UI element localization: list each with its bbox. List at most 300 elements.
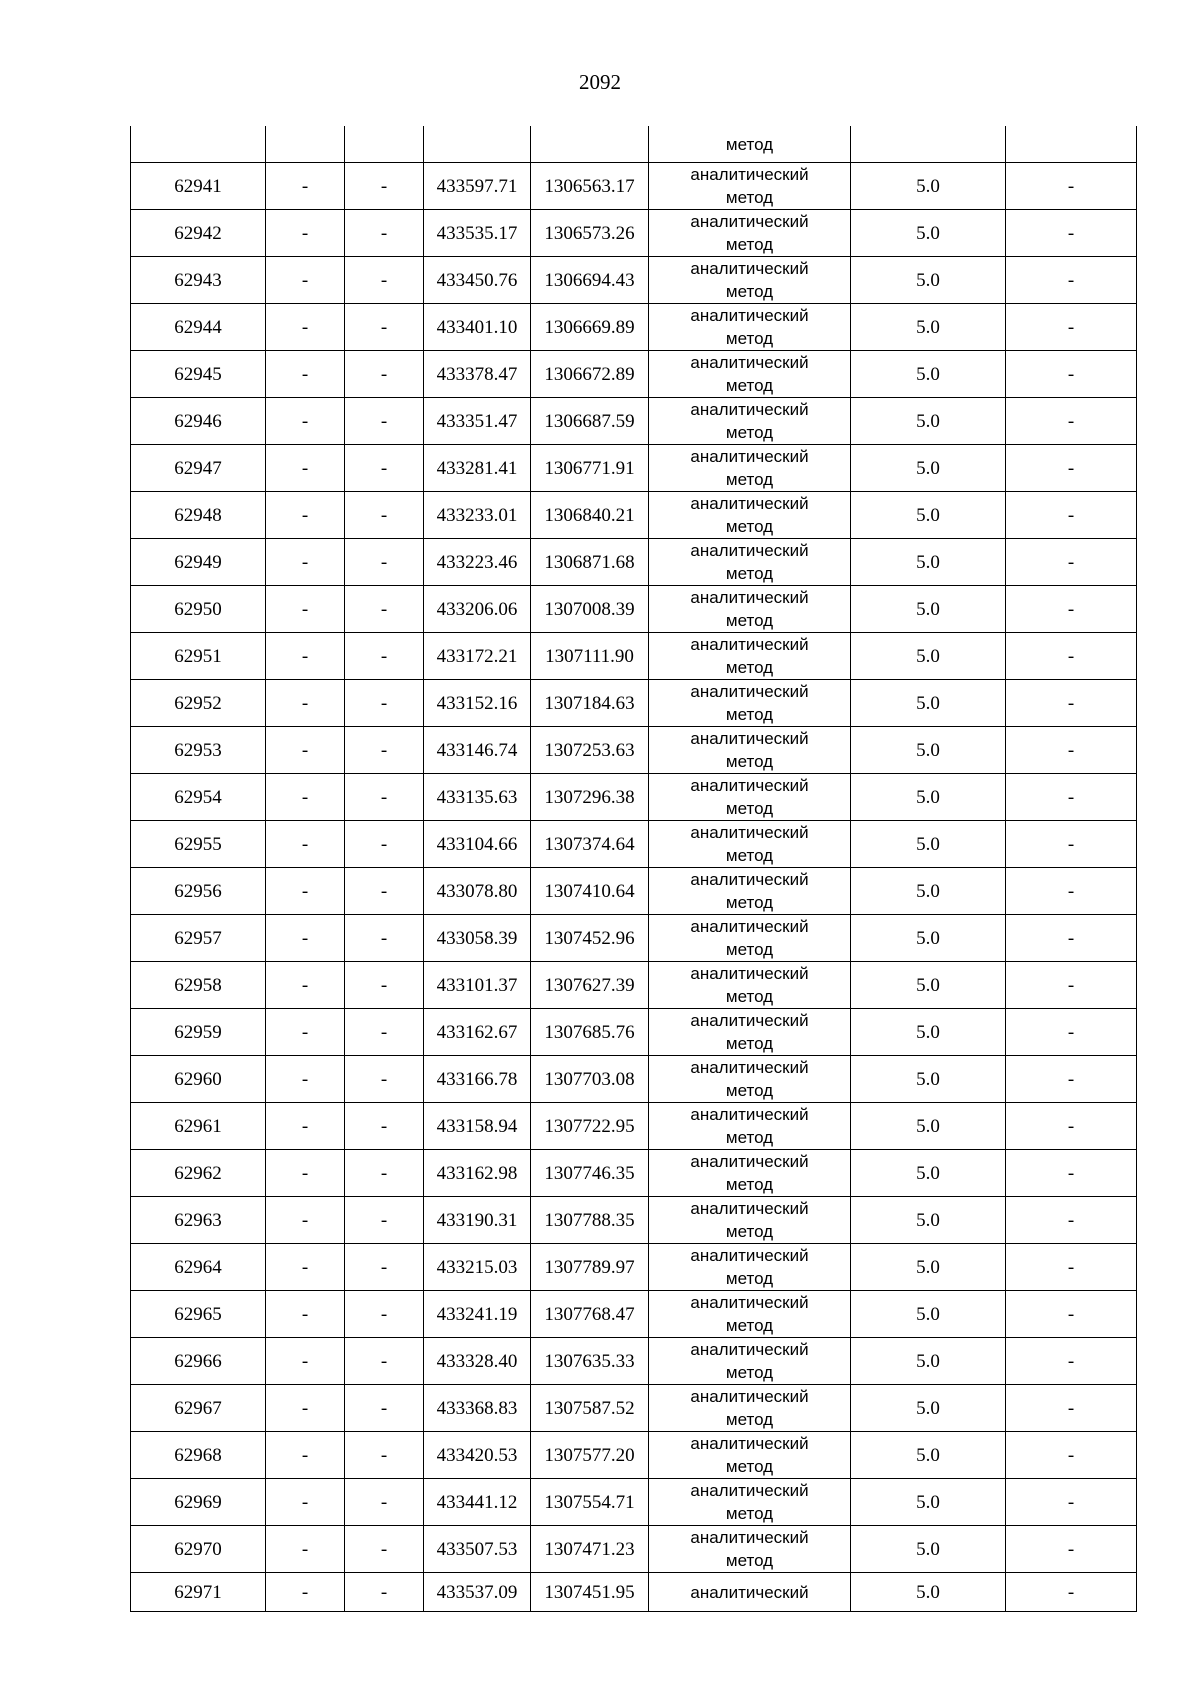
cell-x: 433441.12 bbox=[424, 1479, 531, 1526]
cell-note: - bbox=[1006, 163, 1137, 210]
cell-y: 1306563.17 bbox=[531, 163, 649, 210]
cell-note: - bbox=[1006, 304, 1137, 351]
table-row bbox=[131, 1103, 1137, 1150]
table-row bbox=[131, 257, 1137, 304]
cell-col2: - bbox=[266, 1244, 345, 1291]
cell-col3: - bbox=[345, 1009, 424, 1056]
method-line-1: аналитический bbox=[690, 1387, 809, 1406]
cell-id: 62969 bbox=[131, 1479, 266, 1526]
table-row bbox=[131, 774, 1137, 821]
cell-col2: - bbox=[266, 445, 345, 492]
method-line-2: метод bbox=[725, 893, 774, 912]
method-line-2: метод bbox=[725, 1551, 774, 1570]
cell-col2: - bbox=[266, 1197, 345, 1244]
cell-col3: - bbox=[345, 539, 424, 586]
cell-x: 433537.09 bbox=[424, 1573, 531, 1612]
cell-method bbox=[649, 962, 851, 1009]
cell-col3: - bbox=[345, 1526, 424, 1573]
method-line-1: аналитический bbox=[690, 1011, 809, 1030]
cell-accuracy: 5.0 bbox=[851, 492, 1006, 539]
cell-accuracy: 5.0 bbox=[851, 398, 1006, 445]
cell-col3: - bbox=[345, 915, 424, 962]
cell-col2: - bbox=[266, 586, 345, 633]
cell-col2: - bbox=[266, 163, 345, 210]
cell-method bbox=[649, 1150, 851, 1197]
cell-x: 433058.39 bbox=[424, 915, 531, 962]
method-line-1: аналитический bbox=[690, 823, 809, 842]
cell-col2: - bbox=[266, 821, 345, 868]
cell-x: 433507.53 bbox=[424, 1526, 531, 1573]
cell-x: 433368.83 bbox=[424, 1385, 531, 1432]
cell-note: - bbox=[1006, 1338, 1137, 1385]
method-line-1: аналитический bbox=[690, 588, 809, 607]
cell-col2: - bbox=[266, 680, 345, 727]
page-number: 2092 bbox=[579, 70, 621, 94]
cell-id: 62967 bbox=[131, 1385, 266, 1432]
cell-id: 62943 bbox=[131, 257, 266, 304]
cell-accuracy: 5.0 bbox=[851, 1526, 1006, 1573]
cell-method bbox=[649, 1056, 851, 1103]
cell-y: 1307111.90 bbox=[531, 633, 649, 680]
cell-accuracy: 5.0 bbox=[851, 680, 1006, 727]
cell-note: - bbox=[1006, 445, 1137, 492]
cell-y: 1307768.47 bbox=[531, 1291, 649, 1338]
method-line-2: метод bbox=[725, 1034, 774, 1053]
cell-method bbox=[649, 126, 851, 163]
cell-method bbox=[649, 351, 851, 398]
cell-accuracy: 5.0 bbox=[851, 774, 1006, 821]
method-line-2: метод bbox=[725, 987, 774, 1006]
cell-method bbox=[649, 398, 851, 445]
cell-col3: - bbox=[345, 727, 424, 774]
cell-x: 433223.46 bbox=[424, 539, 531, 586]
cell-id: 62954 bbox=[131, 774, 266, 821]
method-line-1: аналитический bbox=[690, 1340, 809, 1359]
cell-col2: - bbox=[266, 727, 345, 774]
cell-method bbox=[649, 257, 851, 304]
cell-accuracy: 5.0 bbox=[851, 257, 1006, 304]
cell-note: - bbox=[1006, 1291, 1137, 1338]
cell-col3: - bbox=[345, 1244, 424, 1291]
method-line-2: метод bbox=[725, 752, 774, 771]
cell-col2: - bbox=[266, 774, 345, 821]
method-line-1: аналитический bbox=[690, 541, 809, 560]
method-line-2: метод bbox=[725, 1081, 774, 1100]
cell-y: 1307685.76 bbox=[531, 1009, 649, 1056]
cell-id: 62946 bbox=[131, 398, 266, 445]
cell-x: 433162.67 bbox=[424, 1009, 531, 1056]
table-row bbox=[131, 727, 1137, 774]
cell-accuracy: 5.0 bbox=[851, 1244, 1006, 1291]
cell-note: - bbox=[1006, 398, 1137, 445]
cell-y: 1306687.59 bbox=[531, 398, 649, 445]
cell-col3: - bbox=[345, 304, 424, 351]
cell-note: - bbox=[1006, 1479, 1137, 1526]
cell-method bbox=[649, 774, 851, 821]
method-line-1: аналитический bbox=[690, 1246, 809, 1265]
cell-note: - bbox=[1006, 962, 1137, 1009]
cell-note: - bbox=[1006, 868, 1137, 915]
cell-col2: - bbox=[266, 257, 345, 304]
cell-col3: - bbox=[345, 1479, 424, 1526]
method-line-1: аналитический bbox=[690, 353, 809, 372]
cell-col3: - bbox=[345, 680, 424, 727]
table-row bbox=[131, 680, 1137, 727]
cell-y: 1306871.68 bbox=[531, 539, 649, 586]
cell-x: 433281.41 bbox=[424, 445, 531, 492]
cell-accuracy: 5.0 bbox=[851, 633, 1006, 680]
method-text: метод bbox=[725, 134, 774, 154]
cell-id: 62951 bbox=[131, 633, 266, 680]
table-row bbox=[131, 492, 1137, 539]
cell-accuracy: 5.0 bbox=[851, 1103, 1006, 1150]
cell-id: 62947 bbox=[131, 445, 266, 492]
cell-col2: - bbox=[266, 1056, 345, 1103]
cell-id: 62970 bbox=[131, 1526, 266, 1573]
cell-x: 433152.16 bbox=[424, 680, 531, 727]
cell-y: 1307008.39 bbox=[531, 586, 649, 633]
cell-col3: - bbox=[345, 1432, 424, 1479]
cell-x: 433146.74 bbox=[424, 727, 531, 774]
cell-y: 1307471.23 bbox=[531, 1526, 649, 1573]
cell-id: 62968 bbox=[131, 1432, 266, 1479]
cell-y: 1307789.97 bbox=[531, 1244, 649, 1291]
cell-col3: - bbox=[345, 1056, 424, 1103]
cell-col3: - bbox=[345, 821, 424, 868]
method-line-1: аналитический bbox=[690, 1058, 809, 1077]
method-line-2: метод bbox=[725, 658, 774, 677]
method-line-2: метод bbox=[725, 423, 774, 442]
cell-note: - bbox=[1006, 727, 1137, 774]
cell-method bbox=[649, 163, 851, 210]
cell-id: 62941 bbox=[131, 163, 266, 210]
method-line-1: аналитический bbox=[690, 870, 809, 889]
method-line-1: аналитический bbox=[690, 729, 809, 748]
cell-method bbox=[649, 633, 851, 680]
cell-note: - bbox=[1006, 1056, 1137, 1103]
cell-y: 1307374.64 bbox=[531, 821, 649, 868]
cell-method bbox=[649, 1009, 851, 1056]
cell-y: 1307452.96 bbox=[531, 915, 649, 962]
cell-method bbox=[649, 304, 851, 351]
cell-col2: - bbox=[266, 1385, 345, 1432]
cell-x: 433166.78 bbox=[424, 1056, 531, 1103]
method-line-2: метод bbox=[725, 188, 774, 207]
method-line-1: аналитический bbox=[690, 1105, 809, 1124]
cell-id: 62971 bbox=[131, 1573, 266, 1612]
cell-col2: - bbox=[266, 1009, 345, 1056]
table-row-continued bbox=[131, 126, 1137, 163]
cell-col2: - bbox=[266, 1291, 345, 1338]
cell-y: 1307253.63 bbox=[531, 727, 649, 774]
method-line-2: метод bbox=[725, 1457, 774, 1476]
cell-note: - bbox=[1006, 1573, 1137, 1612]
cell-accuracy: 5.0 bbox=[851, 445, 1006, 492]
cell-col2: - bbox=[266, 868, 345, 915]
cell-method bbox=[649, 1479, 851, 1526]
cell-y: 1307554.71 bbox=[531, 1479, 649, 1526]
table-row bbox=[131, 1197, 1137, 1244]
table-row bbox=[131, 210, 1137, 257]
method-line-1: аналитический bbox=[690, 306, 809, 325]
method-line-2: метод bbox=[725, 470, 774, 489]
cell-col2: - bbox=[266, 398, 345, 445]
cell-accuracy: 5.0 bbox=[851, 1385, 1006, 1432]
cell-accuracy: 5.0 bbox=[851, 915, 1006, 962]
cell-col2: - bbox=[266, 210, 345, 257]
cell-note: - bbox=[1006, 1150, 1137, 1197]
cell-y: 1307296.38 bbox=[531, 774, 649, 821]
method-line-1: аналитический bbox=[690, 494, 809, 513]
table-row bbox=[131, 445, 1137, 492]
cell-id: 62952 bbox=[131, 680, 266, 727]
method-line-2: метод bbox=[725, 1269, 774, 1288]
table-row bbox=[131, 1526, 1137, 1573]
cell-note: - bbox=[1006, 633, 1137, 680]
cell-col2: - bbox=[266, 492, 345, 539]
cell-col2: - bbox=[266, 1479, 345, 1526]
table-row bbox=[131, 1479, 1137, 1526]
cell-note: - bbox=[1006, 257, 1137, 304]
method-line-1: аналитический bbox=[690, 1528, 809, 1547]
cell-col2: - bbox=[266, 351, 345, 398]
cell-note: - bbox=[1006, 492, 1137, 539]
cell-x: 433104.66 bbox=[424, 821, 531, 868]
cell-method bbox=[649, 821, 851, 868]
table-row bbox=[131, 962, 1137, 1009]
cell-x: 433378.47 bbox=[424, 351, 531, 398]
cell-id: 62963 bbox=[131, 1197, 266, 1244]
cell-accuracy: 5.0 bbox=[851, 1338, 1006, 1385]
cell-col2: - bbox=[266, 1338, 345, 1385]
method-line-2: метод bbox=[725, 282, 774, 301]
method-line-2: метод bbox=[725, 846, 774, 865]
cell-note: - bbox=[1006, 210, 1137, 257]
cell-x: 433135.63 bbox=[424, 774, 531, 821]
cell-id: 62944 bbox=[131, 304, 266, 351]
cell-note: - bbox=[1006, 1244, 1137, 1291]
cell-id: 62956 bbox=[131, 868, 266, 915]
method-line-1: аналитический bbox=[690, 259, 809, 278]
cell-method bbox=[649, 445, 851, 492]
cell-id: 62959 bbox=[131, 1009, 266, 1056]
cell-accuracy: 5.0 bbox=[851, 1479, 1006, 1526]
table-row bbox=[131, 1573, 1137, 1612]
cell-y: 1306573.26 bbox=[531, 210, 649, 257]
cell-method bbox=[649, 680, 851, 727]
cell-x: 433535.17 bbox=[424, 210, 531, 257]
cell-accuracy: 5.0 bbox=[851, 1291, 1006, 1338]
method-line-1: аналитический bbox=[690, 447, 809, 466]
cell-y: 1307410.64 bbox=[531, 868, 649, 915]
cell-id: 62949 bbox=[131, 539, 266, 586]
cell-x: 433172.21 bbox=[424, 633, 531, 680]
cell-col3: - bbox=[345, 633, 424, 680]
cell-col2: - bbox=[266, 1432, 345, 1479]
table-row bbox=[131, 1150, 1137, 1197]
cell-id: 62961 bbox=[131, 1103, 266, 1150]
cell-y: 1307627.39 bbox=[531, 962, 649, 1009]
cell-note: - bbox=[1006, 915, 1137, 962]
method-line-1: аналитический bbox=[690, 1199, 809, 1218]
method-line-2: метод bbox=[725, 517, 774, 536]
cell-method bbox=[649, 1385, 851, 1432]
cell-col3: - bbox=[345, 774, 424, 821]
cell-accuracy: 5.0 bbox=[851, 304, 1006, 351]
method-line-1: аналитический bbox=[690, 1582, 809, 1602]
cell-y: 1307703.08 bbox=[531, 1056, 649, 1103]
cell-note: - bbox=[1006, 586, 1137, 633]
cell-id: 62957 bbox=[131, 915, 266, 962]
cell-col3: - bbox=[345, 868, 424, 915]
method-line-1: аналитический bbox=[690, 1481, 809, 1500]
cell-accuracy: 5.0 bbox=[851, 1432, 1006, 1479]
method-line-1: аналитический bbox=[690, 964, 809, 983]
cell-col2 bbox=[266, 126, 345, 163]
cell-accuracy: 5.0 bbox=[851, 586, 1006, 633]
cell-col2: - bbox=[266, 633, 345, 680]
cell-note: - bbox=[1006, 1385, 1137, 1432]
cell-x: 433328.40 bbox=[424, 1338, 531, 1385]
cell-y: 1306694.43 bbox=[531, 257, 649, 304]
method-line-1: аналитический bbox=[690, 1293, 809, 1312]
cell-accuracy: 5.0 bbox=[851, 821, 1006, 868]
method-line-1: аналитический bbox=[690, 212, 809, 231]
coordinates-table bbox=[130, 126, 1137, 1612]
table-row bbox=[131, 398, 1137, 445]
cell-col3: - bbox=[345, 210, 424, 257]
cell-note: - bbox=[1006, 1526, 1137, 1573]
cell-col3: - bbox=[345, 1103, 424, 1150]
method-line-2: метод bbox=[725, 705, 774, 724]
cell-col3: - bbox=[345, 257, 424, 304]
cell-col3: - bbox=[345, 351, 424, 398]
cell-accuracy: 5.0 bbox=[851, 962, 1006, 1009]
method-line-2: метод bbox=[725, 940, 774, 959]
cell-col3: - bbox=[345, 163, 424, 210]
table-body bbox=[131, 126, 1137, 1612]
cell-col3: - bbox=[345, 1338, 424, 1385]
cell-id: 62965 bbox=[131, 1291, 266, 1338]
cell-id: 62945 bbox=[131, 351, 266, 398]
method-line-1: аналитический bbox=[690, 776, 809, 795]
cell-method bbox=[649, 868, 851, 915]
cell-id: 62942 bbox=[131, 210, 266, 257]
method-line-2: метод bbox=[725, 1316, 774, 1335]
cell-col3: - bbox=[345, 492, 424, 539]
cell-col3: - bbox=[345, 586, 424, 633]
method-line-1: аналитический bbox=[690, 400, 809, 419]
table-row bbox=[131, 1338, 1137, 1385]
cell-col3 bbox=[345, 126, 424, 163]
table-row bbox=[131, 1009, 1137, 1056]
cell-y: 1307184.63 bbox=[531, 680, 649, 727]
cell-y: 1307722.95 bbox=[531, 1103, 649, 1150]
cell-note bbox=[1006, 126, 1137, 163]
cell-col2: - bbox=[266, 539, 345, 586]
table-row bbox=[131, 1056, 1137, 1103]
cell-col2: - bbox=[266, 1526, 345, 1573]
cell-accuracy: 5.0 bbox=[851, 351, 1006, 398]
method-line-2: метод bbox=[725, 1410, 774, 1429]
cell-accuracy: 5.0 bbox=[851, 1150, 1006, 1197]
cell-y: 1307577.20 bbox=[531, 1432, 649, 1479]
table-row bbox=[131, 586, 1137, 633]
cell-method bbox=[649, 1197, 851, 1244]
cell-x: 433597.71 bbox=[424, 163, 531, 210]
cell-note: - bbox=[1006, 821, 1137, 868]
cell-note: - bbox=[1006, 1197, 1137, 1244]
cell-method bbox=[649, 586, 851, 633]
cell-accuracy: 5.0 bbox=[851, 539, 1006, 586]
method-line-1: аналитический bbox=[690, 165, 809, 184]
cell-note: - bbox=[1006, 1103, 1137, 1150]
cell-x: 433420.53 bbox=[424, 1432, 531, 1479]
cell-y: 1306672.89 bbox=[531, 351, 649, 398]
cell-method bbox=[649, 1432, 851, 1479]
method-line-2: метод bbox=[725, 564, 774, 583]
method-line-2: метод bbox=[725, 235, 774, 254]
table-row bbox=[131, 1385, 1137, 1432]
cell-id: 62966 bbox=[131, 1338, 266, 1385]
cell-y: 1307635.33 bbox=[531, 1338, 649, 1385]
cell-accuracy: 5.0 bbox=[851, 868, 1006, 915]
cell-x: 433078.80 bbox=[424, 868, 531, 915]
table-row bbox=[131, 539, 1137, 586]
table-row bbox=[131, 821, 1137, 868]
cell-method bbox=[649, 210, 851, 257]
cell-y: 1307746.35 bbox=[531, 1150, 649, 1197]
cell-id: 62948 bbox=[131, 492, 266, 539]
cell-y: 1307451.95 bbox=[531, 1573, 649, 1612]
method-line-2: метод bbox=[725, 1504, 774, 1523]
cell-x: 433101.37 bbox=[424, 962, 531, 1009]
cell-note: - bbox=[1006, 774, 1137, 821]
cell-accuracy bbox=[851, 126, 1006, 163]
cell-id bbox=[131, 126, 266, 163]
cell-col2: - bbox=[266, 1150, 345, 1197]
cell-y: 1306669.89 bbox=[531, 304, 649, 351]
table-row bbox=[131, 304, 1137, 351]
cell-x: 433206.06 bbox=[424, 586, 531, 633]
method-line-2: метод bbox=[725, 1175, 774, 1194]
table-row bbox=[131, 163, 1137, 210]
method-line-1: аналитический bbox=[690, 917, 809, 936]
cell-id: 62960 bbox=[131, 1056, 266, 1103]
cell-x: 433162.98 bbox=[424, 1150, 531, 1197]
cell-method bbox=[649, 492, 851, 539]
cell-accuracy: 5.0 bbox=[851, 163, 1006, 210]
cell-y: 1306771.91 bbox=[531, 445, 649, 492]
method-line-1: аналитический bbox=[690, 682, 809, 701]
cell-method bbox=[649, 727, 851, 774]
cell-note: - bbox=[1006, 1432, 1137, 1479]
cell-col3: - bbox=[345, 1573, 424, 1612]
cell-id: 62950 bbox=[131, 586, 266, 633]
cell-method bbox=[649, 539, 851, 586]
method-line-1: аналитический bbox=[690, 1152, 809, 1171]
cell-col2: - bbox=[266, 1573, 345, 1612]
cell-method bbox=[649, 1291, 851, 1338]
cell-id: 62962 bbox=[131, 1150, 266, 1197]
cell-id: 62953 bbox=[131, 727, 266, 774]
cell-accuracy: 5.0 bbox=[851, 1056, 1006, 1103]
cell-id: 62958 bbox=[131, 962, 266, 1009]
cell-id: 62964 bbox=[131, 1244, 266, 1291]
cell-accuracy: 5.0 bbox=[851, 210, 1006, 257]
method-line-2: метод bbox=[725, 611, 774, 630]
cell-col3: - bbox=[345, 1197, 424, 1244]
